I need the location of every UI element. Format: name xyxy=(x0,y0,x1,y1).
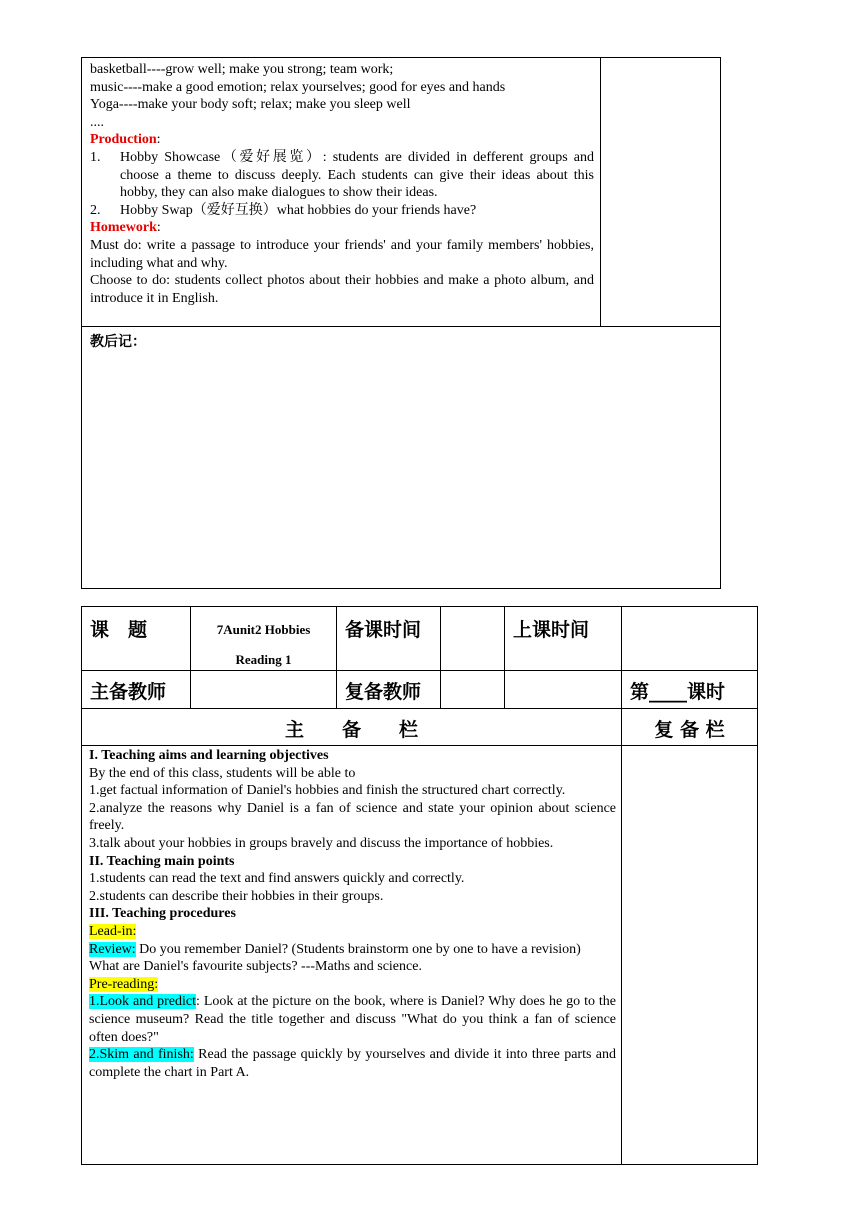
topic-line-1: 7Aunit2 Hobbies xyxy=(216,622,311,637)
review-teacher-label: 复备教师 xyxy=(345,681,422,703)
must-do: Must do: write a passage to introduce your friends' and your family members' hobbies, including what and why. xyxy=(90,237,594,271)
main-teacher-label: 主备教师 xyxy=(90,681,167,703)
point-item: 2.students can describe their hobbies in their groups. xyxy=(89,888,384,904)
main-teacher-value xyxy=(190,670,336,708)
step1-label: 1.Look and predict xyxy=(89,994,197,1010)
step-skim-and-finish: 2.Skim and finish: Read the passage quickly by yourselves and divide it into three parts and complete the chart in Part A. xyxy=(89,1047,616,1080)
period-label: 第____课时 xyxy=(630,681,726,703)
production-item-2: 2. Hobby Swap（爱好互换）what hobbies do your friends have? xyxy=(90,202,477,218)
review-step: Review: Do you remember Daniel? (Students brainstorm one by one to have a revision) xyxy=(89,941,581,957)
class-time-label: 上课时间 xyxy=(513,619,590,641)
main-column-label: 主 备 栏 xyxy=(284,719,418,741)
upper-review-cell xyxy=(601,58,720,326)
point-item: 1.students can read the text and find answers quickly and correctly. xyxy=(89,871,465,887)
step-look-and-predict: 1.Look and predict: Look at the picture on the book, where is Daniel? Why does he go to the science museum? Read the title together and discuss "What do you think a fan of science often does?" xyxy=(89,994,616,1045)
aim-item: 3.talk about your hobbies in groups bravely and discuss the importance of hobbies. xyxy=(89,835,554,851)
review-question: What are Daniel's favourite subjects? ---Maths and science. xyxy=(89,959,422,975)
review-column-header xyxy=(621,708,757,745)
topic-line-2: Reading 1 xyxy=(235,652,292,667)
upper-text xyxy=(90,61,594,307)
review-teacher-value-2 xyxy=(504,670,621,708)
choose-to-do: Choose to do: students collect photos about their hobbies and make a photo album, and introduce it in English. xyxy=(90,273,594,306)
hobby-line: music----make a good emotion; relax yourselves; good for eyes and hands xyxy=(90,79,506,95)
hobby-line: basketball----grow well; make you strong; team work; xyxy=(90,62,394,77)
topic-label: 课 题 xyxy=(90,619,148,641)
upper-table xyxy=(81,57,721,589)
main-column-header xyxy=(82,708,621,745)
ellipsis-line: .... xyxy=(90,114,104,130)
prep-time-label-cell xyxy=(336,607,440,670)
hobby-line: Yoga----make your body soft; relax; make you sleep well xyxy=(90,97,411,113)
lesson-review-cell xyxy=(621,745,757,1164)
procedures-heading: III. Teaching procedures xyxy=(89,906,236,922)
topic-label-cell xyxy=(82,607,190,670)
lesson-content-cell xyxy=(82,745,621,1164)
review-label: Review: xyxy=(89,941,136,957)
class-time-label-cell xyxy=(504,607,621,670)
review-teacher-label-cell xyxy=(336,670,440,708)
points-heading: II. Teaching main points xyxy=(89,853,235,869)
main-teacher-label-cell xyxy=(82,670,190,708)
prep-time-label: 备课时间 xyxy=(345,619,422,641)
step2-label: 2.Skim and finish: xyxy=(89,1047,194,1063)
aims-heading: I. Teaching aims and learning objectives xyxy=(89,748,329,763)
lesson-text xyxy=(89,747,616,1081)
topic-value-cell xyxy=(190,607,336,670)
aim-item: 2.analyze the reasons why Daniel is a fan of science and state your opinion about science freely. xyxy=(89,800,616,834)
lesson-table xyxy=(81,606,758,1165)
pre-reading-label: Pre-reading: xyxy=(89,976,159,992)
prep-time-value xyxy=(440,607,504,670)
review-column-label: 复 备 栏 xyxy=(654,719,725,741)
upper-content-cell xyxy=(82,58,601,326)
homework-heading: Homework: xyxy=(90,220,161,236)
notes-label: 教后记： xyxy=(90,334,146,350)
lead-in-label: Lead-in: xyxy=(89,923,137,939)
production-item-1: 1. Hobby Showcase（爱好展览）: students are divided in defferent groups and choose a theme to discuss deeply. Each students can give their ideas about this hobby, they can also make dialogues to show their ideas. xyxy=(90,149,594,201)
period-cell xyxy=(621,670,757,708)
aims-intro: By the end of this class, students will be able to xyxy=(89,765,356,781)
aim-item: 1.get factual information of Daniel's hobbies and finish the structured chart correctly. xyxy=(89,783,566,799)
notes-cell xyxy=(82,326,720,589)
production-heading: Production: xyxy=(90,132,161,148)
class-time-value xyxy=(621,607,757,670)
review-teacher-value-1 xyxy=(440,670,504,708)
